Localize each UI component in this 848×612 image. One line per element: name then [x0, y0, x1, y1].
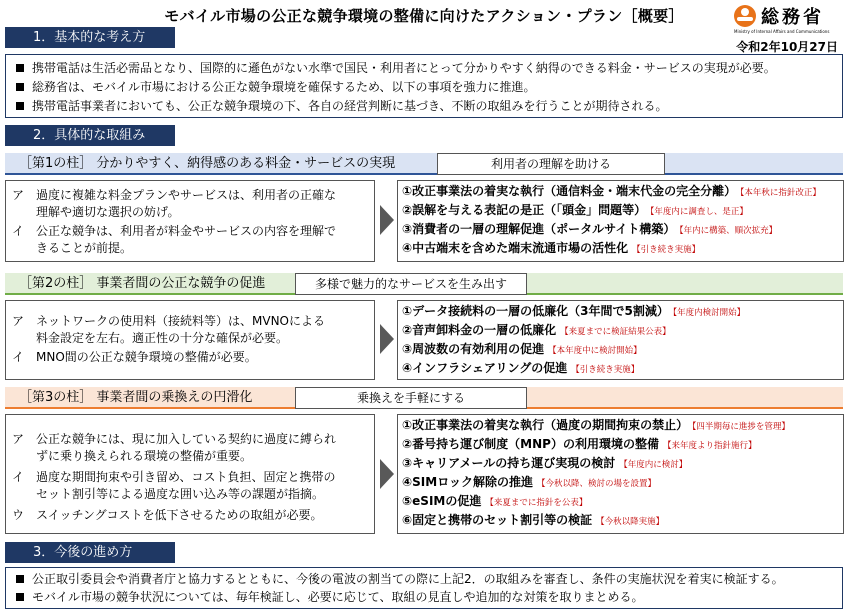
pillar3-band	[5, 387, 843, 409]
pillar3-tag: 乗換えを手軽にする	[295, 387, 527, 409]
pillar3-label: ［第3の柱］ 事業者間の乗換えの円滑化	[19, 390, 253, 405]
pillar1-actions	[397, 180, 844, 262]
pillar2-label: ［第2の柱］ 事業者間の公正な競争の促進	[19, 276, 266, 291]
action-item: ①改正事業法の着実な執行（通信料金・端末代金の完全分離） 【本年秋に指針改正】	[402, 184, 821, 198]
action-item: ②音声卸料金の一層の低廉化 【来夏までに検証結果公表】	[402, 323, 671, 337]
square-bullet-icon	[16, 83, 24, 91]
ministry-emblem-icon	[734, 5, 756, 27]
action-item: ②番号持ち運び制度（MNP）の利用環境の整備 【来年度より指針施行】	[402, 437, 757, 451]
pillar1-label: ［第1の柱］ 分かりやすく、納得感のある料金・サービスの実現	[19, 156, 396, 171]
pillar3-issues: ア 公正な競争には、現に加入している契約に過度に縛られ ずに乗り換えられる環境の整備が重要。 イ 過度な期間拘束や引き留め、コスト負担、固定と携帯の セット割引等による過度な囲い込み等の課題が指摘。 ウ スイッチングコストを低下させるための取組が必要。	[5, 414, 375, 534]
pillar2-arrow-icon	[380, 324, 394, 354]
page-title: モバイル市場の公正な競争環境の整備に向けたアクション・プラン［概要］	[164, 7, 684, 25]
pillar3-arrow-icon	[380, 459, 394, 489]
square-bullet-icon	[16, 102, 24, 110]
section3-heading: 3．今後の進め方	[5, 542, 175, 563]
section3-bullet: モバイル市場の競争状況については、毎年検証し、必要に応じて、取組の見直しや追加的な対策を取りまとめる。	[16, 589, 644, 605]
section1-bullet: 携帯電話は生活必需品となり、国際的に遜色がない水準で国民・利用者にとって分かりやすく納得のできる料金・サービスの実現が必要。	[16, 60, 776, 76]
pillar2-actions	[397, 300, 844, 380]
section1-bullet: 総務省は、モバイル市場における公正な競争環境を確保するため、以下の事項を強力に推進。	[16, 79, 536, 95]
pillar2-issues: ア ネットワークの使用料（接続料等）は、MVNOによる 料金設定を左右。適正性の十分な確保が必要。 イ MNO間の公正な競争環境の整備が必要。	[5, 300, 375, 380]
pillar1-arrow-icon	[380, 205, 394, 235]
section1-bullet: 携帯電話事業者においても、公正な競争環境の下、各自の経営判断に基づき、不断の取組みを行うことが期待される。	[16, 98, 668, 114]
pillar2-tag: 多様で魅力的なサービスを生み出す	[295, 273, 527, 295]
section3-bullet: 公正取引委員会や消費者庁と協力するとともに、今後の電波の割当ての際に上記2．の取組みを審査し、条件の実施状況を着実に検証する。	[16, 571, 784, 587]
ministry-subtitle: Ministry of Internal Affairs and Communications	[734, 29, 830, 34]
action-item: ⑥固定と携帯のセット割引等の検証 【今秋以降実施】	[402, 513, 665, 527]
action-item: ④インフラシェアリングの促進 【引き続き実施】	[402, 361, 640, 375]
action-item: ①データ接続料の一層の低廉化（3年間で5割減） 【年度内検討開始】	[402, 304, 746, 318]
ministry-name: 総務省	[761, 7, 824, 28]
section3-box	[5, 567, 843, 609]
square-bullet-icon	[16, 64, 24, 72]
square-bullet-icon	[16, 575, 24, 583]
action-item: ③周波数の有効利用の促進 【本年度中に検討開始】	[402, 342, 642, 356]
action-item: ①改正事業法の着実な執行（過度の期間拘束の禁止） 【四半期毎に進捗を管理】	[402, 418, 790, 432]
pillar1-band	[5, 153, 843, 175]
section2-heading: 2．具体的な取組み	[5, 125, 175, 146]
pillar1-issues: ア 過度に複雑な料金プランやサービスは、利用者の正確な 理解や適切な選択の妨げ。 イ 公正な競争は、利用者が料金やサービスの内容を理解で きることが前提。	[5, 180, 375, 262]
action-item: ⑤eSIMの促進 【来夏までに指針を公表】	[402, 494, 588, 508]
action-item: ④SIMロック解除の推進 【今秋以降、検討の場を設置】	[402, 475, 656, 489]
square-bullet-icon	[16, 593, 24, 601]
section1-heading: 1．基本的な考え方	[5, 27, 175, 48]
document-date: 令和2年10月27日	[736, 40, 838, 54]
pillar1-tag: 利用者の理解を助ける	[437, 153, 665, 175]
section1-box	[5, 54, 843, 118]
pillar2-band	[5, 273, 843, 295]
pillar3-actions	[397, 414, 844, 534]
action-item: ②誤解を与える表記の是正（「頭金」問題等） 【年度内に調査し、是正】	[402, 203, 748, 217]
action-item: ④中古端末を含めた端末流通市場の活性化 【引き続き実施】	[402, 241, 701, 255]
ministry-logo	[734, 4, 842, 36]
action-item: ③キャリアメールの持ち運び実現の検討 【年度内に検討】	[402, 456, 688, 470]
action-item: ③消費者の一層の理解促進（ポータルサイト構築） 【年内に構築、順次拡充】	[402, 222, 778, 236]
